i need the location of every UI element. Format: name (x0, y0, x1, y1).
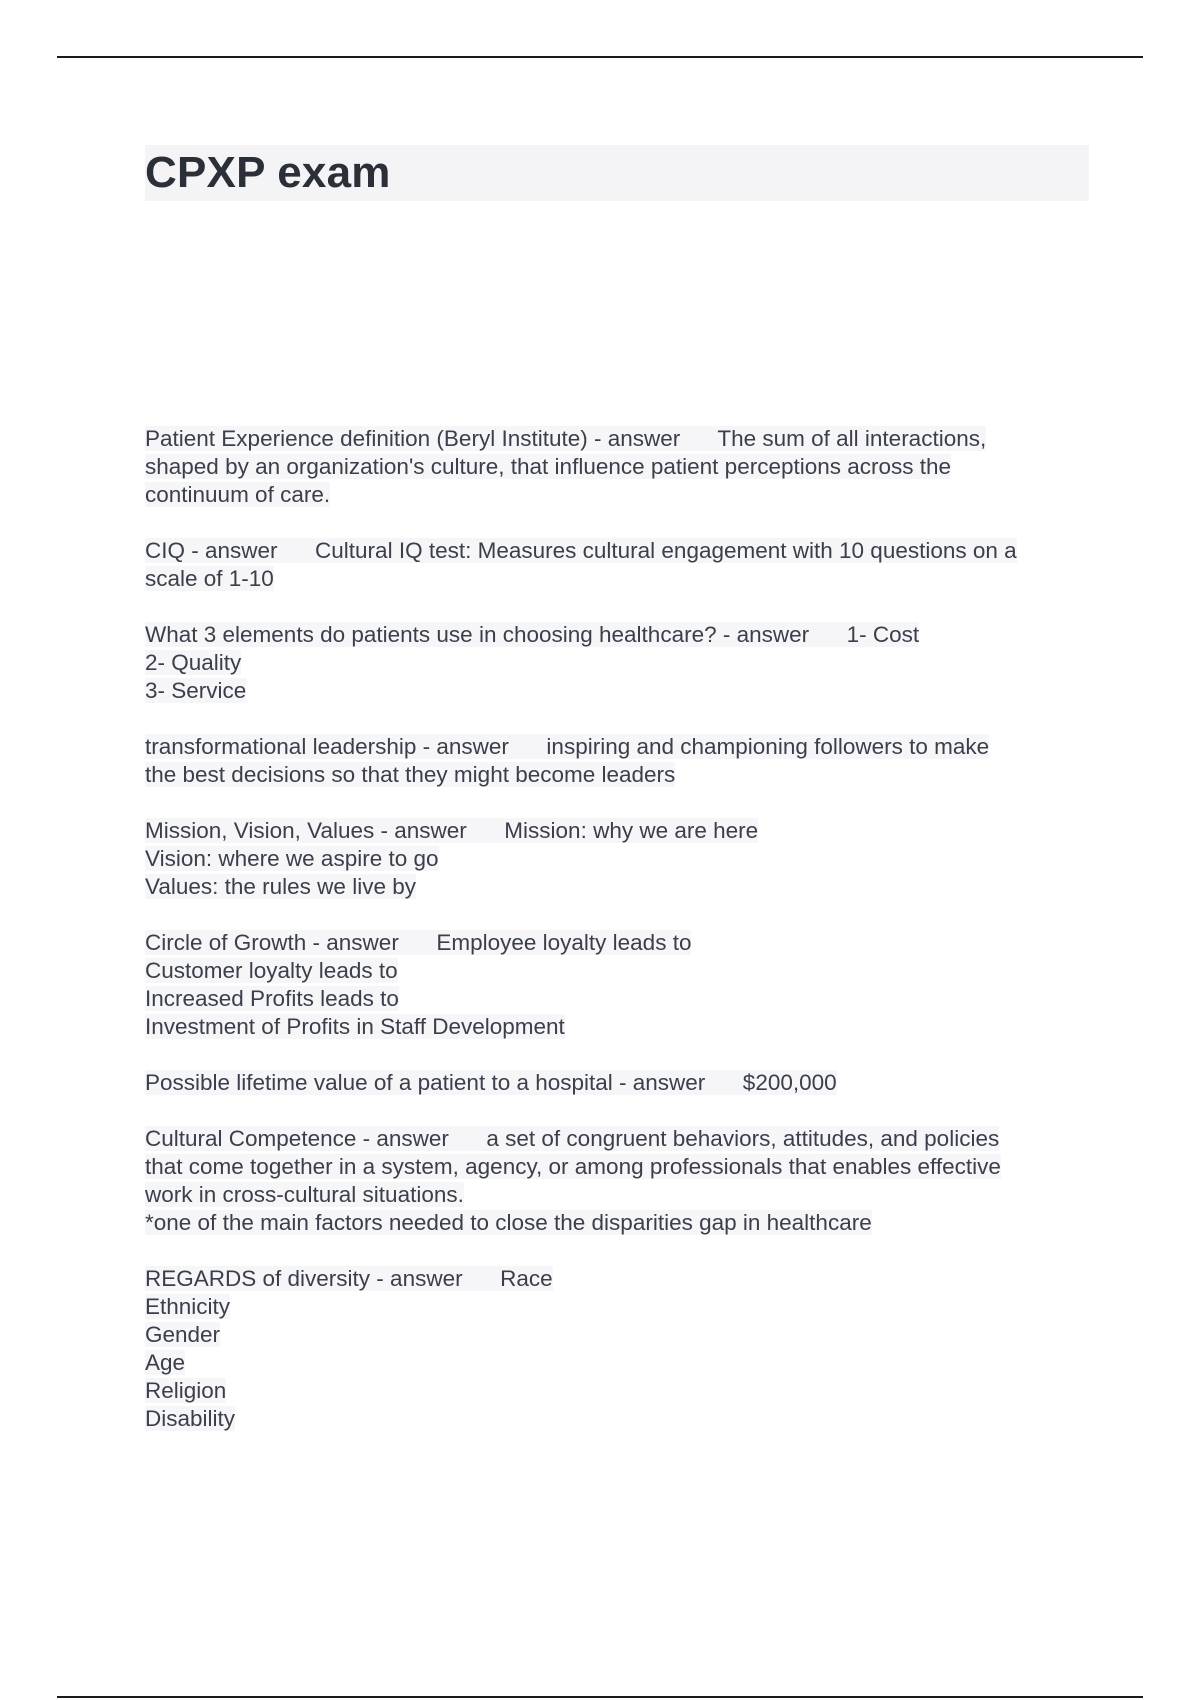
qa-line: What 3 elements do patients use in choosing healthcare? - answer 1- Cost (145, 622, 920, 647)
qa-item (145, 537, 1095, 593)
qa-line: work in cross-cultural situations. (145, 1182, 464, 1207)
qa-item (145, 1069, 1095, 1097)
qa-item (145, 817, 1095, 901)
qa-item (145, 621, 1095, 705)
qa-item (145, 425, 1095, 509)
qa-line: the best decisions so that they might become leaders (145, 762, 676, 787)
qa-line: 3- Service (145, 678, 247, 703)
qa-line: continuum of care. (145, 482, 331, 507)
qa-line: Circle of Growth - answer Employee loyalty leads to (145, 930, 692, 955)
qa-line: Ethnicity (145, 1294, 231, 1319)
top-rule (57, 56, 1143, 58)
qa-line: Values: the rules we live by (145, 874, 416, 899)
qa-item (145, 1265, 1095, 1433)
qa-line: Age (145, 1350, 186, 1375)
qa-line: CIQ - answer Cultural IQ test: Measures cultural engagement with 10 questions on a (145, 538, 1017, 563)
qa-line: REGARDS of diversity - answer Race (145, 1266, 553, 1291)
qa-item (145, 733, 1095, 789)
qa-line: Mission, Vision, Values - answer Mission: why we are here (145, 818, 759, 843)
qa-line: Religion (145, 1378, 227, 1403)
bottom-rule (57, 1696, 1143, 1698)
qa-line: transformational leadership - answer inspiring and championing followers to make (145, 734, 990, 759)
qa-line: Vision: where we aspire to go (145, 846, 439, 871)
qa-line: Possible lifetime value of a patient to a hospital - answer $200,000 (145, 1070, 837, 1095)
qa-line: Cultural Competence - answer a set of congruent behaviors, attitudes, and policies (145, 1126, 1000, 1151)
qa-line: Increased Profits leads to (145, 986, 399, 1011)
qa-item (145, 929, 1095, 1041)
qa-line: Customer loyalty leads to (145, 958, 398, 983)
qa-line: shaped by an organization's culture, that influence patient perceptions across the (145, 454, 952, 479)
qa-line: Patient Experience definition (Beryl Institute) - answer The sum of all interactions, (145, 426, 987, 451)
qa-line: Investment of Profits in Staff Development (145, 1014, 565, 1039)
qa-list (145, 425, 1095, 1461)
title-block (145, 145, 1089, 201)
qa-item (145, 1125, 1095, 1237)
qa-line: that come together in a system, agency, or among professionals that enables effective (145, 1154, 1001, 1179)
qa-line: *one of the main factors needed to close the disparities gap in healthcare (145, 1210, 872, 1235)
page-title: CPXP exam (145, 148, 391, 197)
qa-line: Gender (145, 1322, 221, 1347)
qa-line: 2- Quality (145, 650, 242, 675)
qa-line: scale of 1-10 (145, 566, 274, 591)
qa-line: Disability (145, 1406, 236, 1431)
